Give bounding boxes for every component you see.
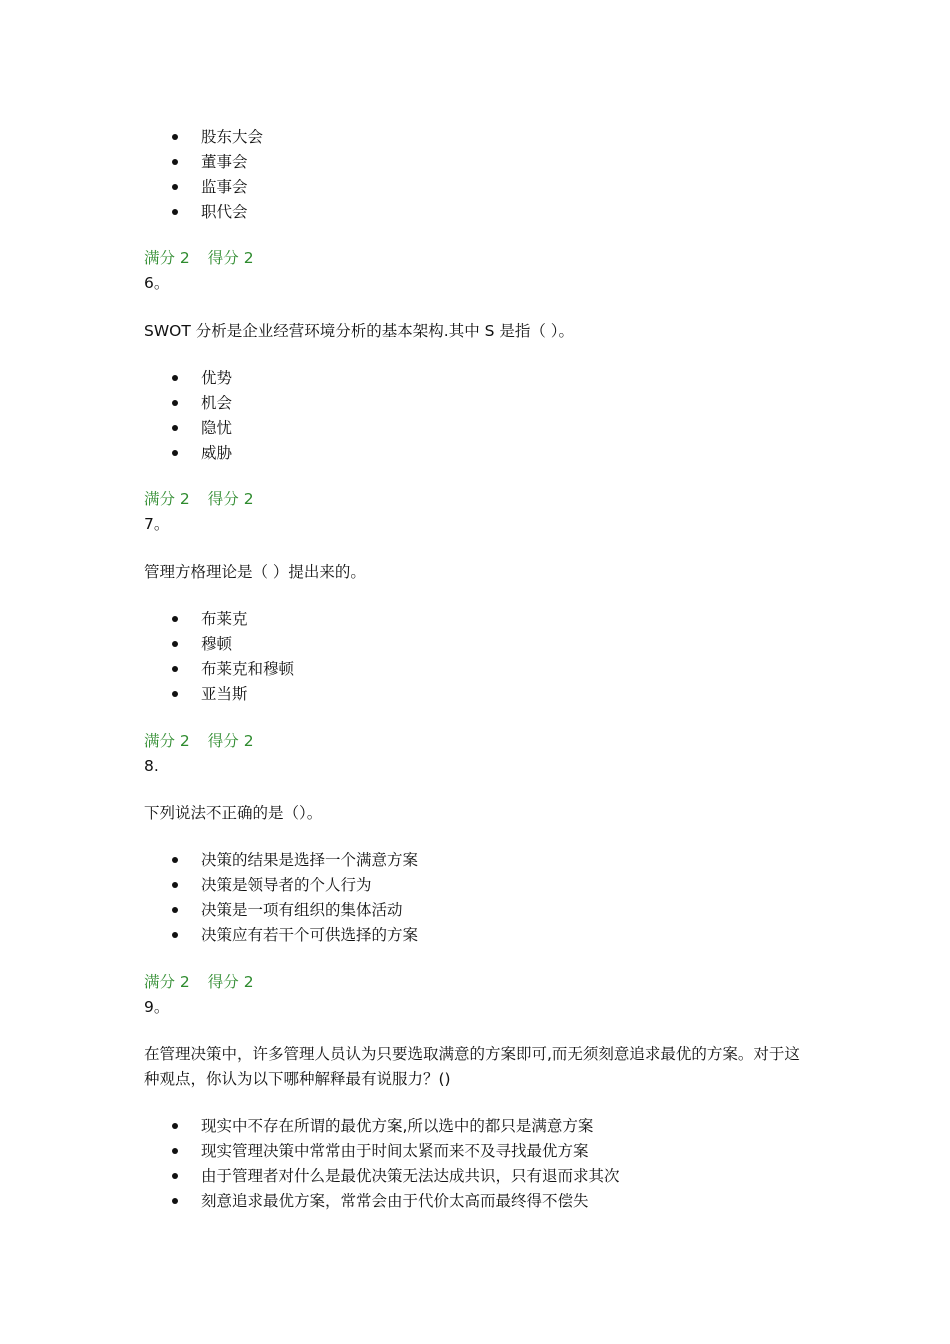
option-label: 职代会 xyxy=(201,203,248,221)
q7-number: 7。 xyxy=(144,515,170,533)
q8-number: 8. xyxy=(144,757,159,775)
option-label: 布莱克 xyxy=(201,610,248,628)
earned-score: 得分 2 xyxy=(207,732,254,750)
option-label: 优势 xyxy=(201,369,233,387)
option-label: 股东大会 xyxy=(201,128,264,146)
q5-score xyxy=(144,246,254,271)
option-label: 刻意追求最优方案，常常会由于代价太高而最终得不偿失 xyxy=(201,1192,589,1210)
bullet-icon xyxy=(172,907,178,913)
option-label: 董事会 xyxy=(201,153,248,171)
bullet-icon xyxy=(172,425,178,431)
option-label: 决策的结果是选择一个满意方案 xyxy=(201,851,419,869)
bullet-icon xyxy=(172,691,178,697)
option-label: 决策是领导者的个人行为 xyxy=(201,876,372,894)
bullet-icon xyxy=(172,134,178,140)
q8-score xyxy=(144,970,254,995)
q6-text: SWOT 分析是企业经营环境分析的基本架构.其中 S 是指（ ）。 xyxy=(144,322,575,340)
q7-text: 管理方格理论是（ ）提出来的。 xyxy=(144,563,366,581)
bullet-icon xyxy=(172,932,178,938)
bullet-icon xyxy=(172,375,178,381)
bullet-icon xyxy=(172,450,178,456)
q6-number: 6。 xyxy=(144,274,170,292)
option-label: 决策是一项有组织的集体活动 xyxy=(201,901,403,919)
bullet-icon xyxy=(172,641,178,647)
bullet-icon xyxy=(172,1148,178,1154)
option-label: 威胁 xyxy=(201,444,233,462)
q9-text: 在管理决策中，许多管理人员认为只要选取满意的方案即可,而无须刻意追求最优的方案。对于这种观点，你认为以下哪种解释最有说服力？() xyxy=(144,1045,800,1088)
option-label: 决策应有若干个可供选择的方案 xyxy=(201,926,419,944)
bullet-icon xyxy=(172,616,178,622)
bullet-icon xyxy=(172,209,178,215)
option-label: 亚当斯 xyxy=(201,685,248,703)
option-label: 由于管理者对什么是最优决策无法达成共识，只有退而求其次 xyxy=(201,1167,620,1185)
bullet-icon xyxy=(172,159,178,165)
bullet-icon xyxy=(172,400,178,406)
option-label: 隐忧 xyxy=(201,419,233,437)
bullet-icon xyxy=(172,1173,178,1179)
option-label: 现实中不存在所谓的最优方案,所以选中的都只是满意方案 xyxy=(201,1117,594,1135)
q7-score xyxy=(144,729,254,754)
q8-text: 下列说法不正确的是（）。 xyxy=(144,804,323,822)
earned-score: 得分 2 xyxy=(207,973,254,991)
bullet-icon xyxy=(172,857,178,863)
option-label: 现实管理决策中常常由于时间太紧而来不及寻找最优方案 xyxy=(201,1142,589,1160)
full-score: 满分 2 xyxy=(144,490,190,508)
full-score: 满分 2 xyxy=(144,249,190,267)
bullet-icon xyxy=(172,882,178,888)
earned-score: 得分 2 xyxy=(207,490,254,508)
q6-score xyxy=(144,487,254,512)
earned-score: 得分 2 xyxy=(207,249,254,267)
option-label: 机会 xyxy=(201,394,233,412)
bullet-icon xyxy=(172,1123,178,1129)
option-label: 布莱克和穆顿 xyxy=(201,660,295,678)
option-label: 监事会 xyxy=(201,178,248,196)
bullet-icon xyxy=(172,184,178,190)
full-score: 满分 2 xyxy=(144,973,190,991)
option-label: 穆顿 xyxy=(201,635,233,653)
q9-number: 9。 xyxy=(144,998,170,1016)
bullet-icon xyxy=(172,1198,178,1204)
full-score: 满分 2 xyxy=(144,732,190,750)
bullet-icon xyxy=(172,666,178,672)
